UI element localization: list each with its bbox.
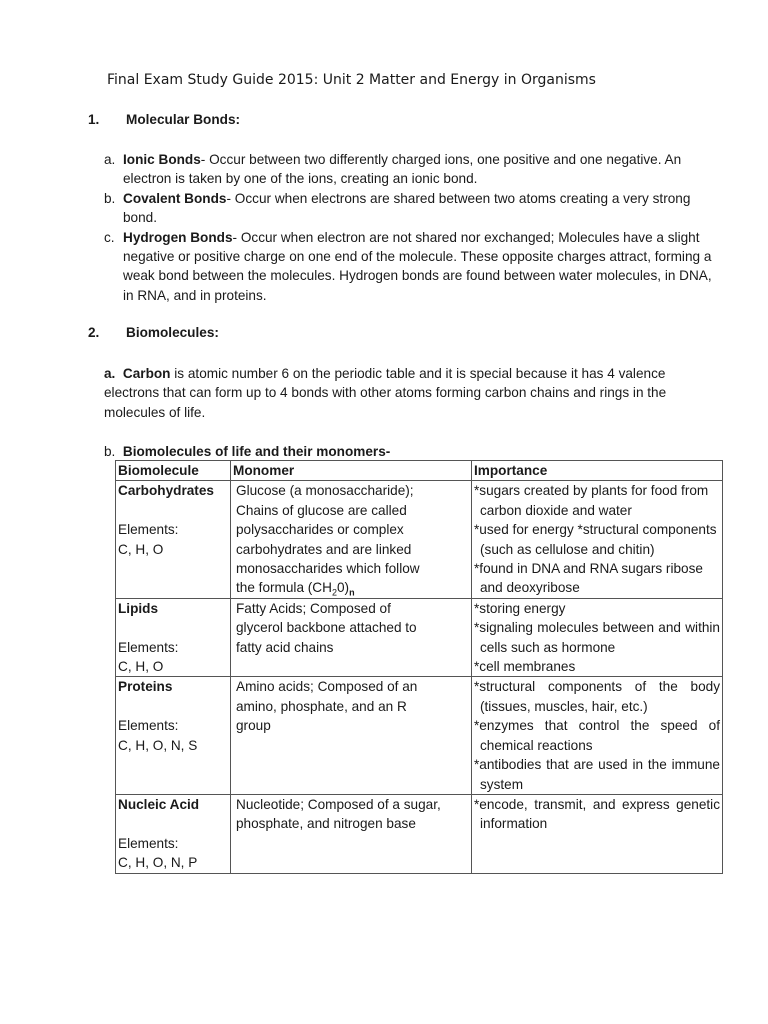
- monomer-line: carbohydrates and are linked: [236, 541, 412, 557]
- importance-item: *storing energy: [474, 600, 566, 616]
- biomolecule-cell: [116, 677, 231, 794]
- carbon-paragraph: [104, 364, 724, 422]
- elements-label: Elements:: [118, 718, 179, 734]
- monomer-line: fatty acid chains: [236, 639, 334, 655]
- formula-mid: 0): [336, 580, 350, 596]
- importance-cell: [472, 794, 723, 873]
- monomer-line: Amino acids; Composed of an: [236, 679, 418, 695]
- header-importance: Importance: [472, 461, 723, 481]
- importance-item: *used for energy *structural components (such as cellulose and chitin): [474, 522, 717, 557]
- definition-ionic-bonds: - Occur between two differently charged ions, one positive and one negative. An electron is taken by one of the ions, creating an ionic bond.: [123, 152, 682, 187]
- term-hydrogen-bonds: Hydrogen Bonds: [123, 229, 233, 245]
- biomolecule-name: Carbohydrates: [118, 483, 214, 499]
- importance-item: *encode, transmit, and express genetic information: [474, 796, 720, 832]
- importance-item: *signaling molecules between and within cells such as hormone: [474, 620, 720, 655]
- elements-label: Elements:: [118, 835, 179, 851]
- monomer-line: Fatty Acids; Composed of: [236, 600, 391, 616]
- section-2-title: Biomolecules:: [126, 325, 219, 340]
- table-row: [116, 794, 723, 873]
- monomer-line: Chains of glucose are called: [236, 502, 407, 518]
- section-1-heading: [88, 110, 240, 129]
- formula-prefix: the formula (CH: [236, 580, 332, 596]
- header-monomer: Monomer: [231, 461, 472, 481]
- biomolecule-cell: [116, 481, 231, 598]
- biomolecule-cell: [116, 794, 231, 873]
- table-row: [116, 677, 723, 794]
- monomer-line: Glucose (a monosaccharide);: [236, 483, 414, 499]
- section-1-number: 1.: [88, 112, 100, 127]
- list-item-hydrogen-bonds: [104, 228, 724, 306]
- carbon-description: is atomic number 6 on the periodic table and it is special because it has 4 valence electrons that can form up to 4 bonds with other atoms forming carbon chains and rings in the molecules of life.: [104, 366, 667, 420]
- elements-label: Elements:: [118, 639, 179, 655]
- table-row: [116, 481, 723, 598]
- elements-value: C, H, O, N, P: [118, 855, 198, 871]
- monomer-line: Nucleotide; Composed of a sugar,: [236, 796, 441, 812]
- elements-value: C, H, O, N, S: [118, 737, 198, 753]
- elements-value: C, H, O: [118, 541, 164, 557]
- paragraph-marker: b.: [104, 444, 116, 459]
- elements-value: C, H, O: [118, 659, 164, 675]
- list-marker: b.: [104, 190, 116, 206]
- biomolecule-cell: [116, 598, 231, 677]
- formula-line: [236, 578, 469, 597]
- monomer-cell: [231, 677, 472, 794]
- list-item-covalent-bonds: [104, 189, 724, 228]
- table-header-row: [116, 461, 723, 481]
- monomer-line: phosphate, and nitrogen base: [236, 816, 416, 832]
- section-2-heading: [88, 323, 219, 342]
- monomer-line: glycerol backbone attached to: [236, 620, 417, 636]
- importance-cell: [472, 598, 723, 677]
- header-biomolecule: Biomolecule: [116, 461, 231, 481]
- list-marker: a.: [104, 152, 116, 167]
- biomolecule-name: Nucleic Acid: [118, 796, 200, 812]
- importance-item: *found in DNA and RNA sugars ribose and deoxyribose: [474, 561, 703, 596]
- biomolecules-subheading: [104, 442, 724, 461]
- importance-item: *structural components of the body (tissues, muscles, hair, etc.): [474, 679, 720, 714]
- molecular-bonds-list: [104, 150, 724, 305]
- list-marker: c.: [104, 229, 115, 245]
- monomer-line: group: [236, 718, 271, 734]
- section-1-title: Molecular Bonds:: [126, 112, 241, 127]
- biomolecules-subheading-text: Biomolecules of life and their monomers-: [122, 444, 391, 459]
- importance-cell: [472, 677, 723, 794]
- importance-item: *sugars created by plants for food from carbon dioxide and water: [474, 483, 709, 518]
- term-ionic-bonds: Ionic Bonds: [123, 152, 201, 167]
- biomolecule-name: Lipids: [118, 600, 159, 616]
- definition-hydrogen-bonds: - Occur when electron are not shared nor exchanged; Molecules have a slight negative or positive charge on one end of the molecule. These opposite charges attract, forming a weak bond between the molecules. Hydrogen bonds are found between water molecules, in DNA, in RNA, and in proteins.: [123, 229, 712, 303]
- formula-subscript-n: n: [349, 588, 355, 599]
- term-carbon: Carbon: [122, 366, 171, 381]
- definition-covalent-bonds: - Occur when electrons are shared between two atoms creating a very strong bond.: [123, 190, 691, 226]
- section-2-number: 2.: [88, 325, 100, 340]
- biomolecules-table: [115, 460, 723, 874]
- importance-item: *antibodies that are used in the immune system: [474, 757, 720, 792]
- elements-label: Elements:: [118, 522, 179, 538]
- term-covalent-bonds: Covalent Bonds: [123, 190, 227, 206]
- monomer-cell: [231, 794, 472, 873]
- formula-subscript: 2: [331, 588, 337, 599]
- monomer-line: polysaccharides or complex: [236, 522, 404, 538]
- monomer-line: amino, phosphate, and an R: [236, 698, 407, 714]
- monomer-cell: [231, 598, 472, 677]
- list-item-ionic-bonds: [104, 150, 724, 189]
- importance-item: *cell membranes: [474, 659, 576, 675]
- paragraph-marker: a.: [104, 366, 116, 381]
- importance-item: *enzymes that control the speed of chemical reactions: [474, 718, 720, 753]
- importance-cell: [472, 481, 723, 598]
- monomer-cell: [231, 481, 472, 598]
- monomer-line: monosaccharides which follow: [236, 561, 420, 577]
- table-row: [116, 598, 723, 677]
- biomolecule-name: Proteins: [118, 679, 173, 695]
- page-title: Final Exam Study Guide 2015: Unit 2 Matter and Energy in Organisms: [107, 72, 596, 88]
